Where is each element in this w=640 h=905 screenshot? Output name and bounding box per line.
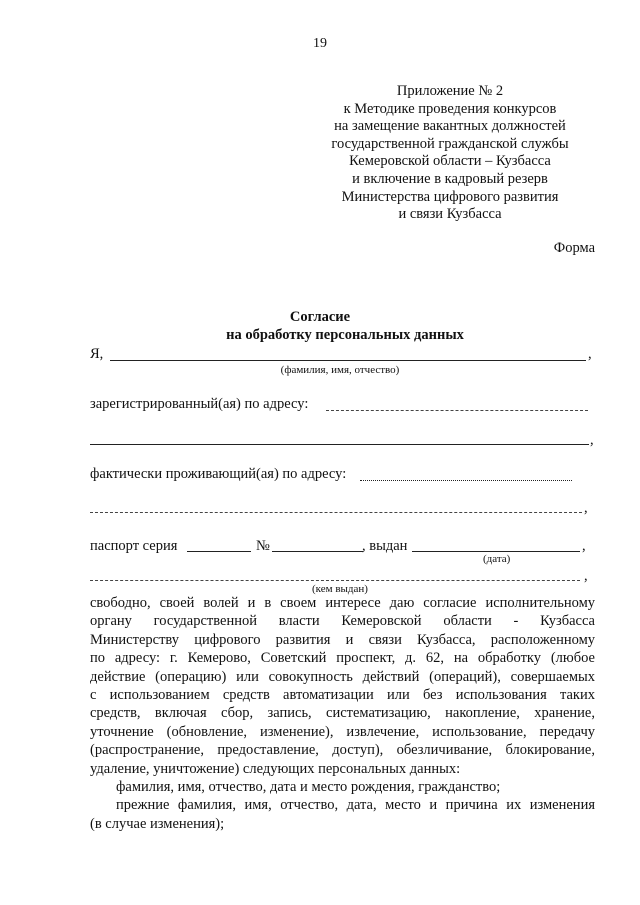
body-line: удаление, уничтожение) следующих персональных данных: <box>90 760 461 777</box>
appendix-line: Кемеровской области – Кузбасса <box>349 153 551 170</box>
body-line: средств, включая сбор, запись, систематизацию, накопление, хранение, <box>90 705 595 722</box>
form-label: Форма <box>553 240 595 256</box>
actual-address-label: фактически проживающий(ая) по адресу: <box>90 466 347 482</box>
issued-by-line[interactable] <box>90 580 580 581</box>
appendix-line: к Методике проведения конкурсов <box>343 100 557 117</box>
registered-address-comma: , <box>590 432 594 448</box>
data-item-2-line-2: (в случае изменения); <box>90 815 225 832</box>
registered-address-line[interactable] <box>326 410 588 411</box>
consent-body <box>90 594 595 833</box>
actual-address-line-2[interactable] <box>90 512 582 513</box>
passport-series-line[interactable] <box>187 551 251 552</box>
body-line: действие (операцию) или совокупность действий (операций), совершаемых <box>90 668 595 685</box>
body-line: Министерству цифрового развития и связи Кузбасса, расположенному <box>90 631 595 648</box>
body-line: по адресу: г. Кемерово, Советский проспект, д. 62, на обработку (любое <box>90 650 595 667</box>
date-caption: (дата) <box>483 553 511 565</box>
page-number: 19 <box>313 36 327 51</box>
appendix-line: и включение в кадровый резерв <box>352 170 548 187</box>
passport-number-line[interactable] <box>272 551 363 552</box>
issued-by-comma: , <box>584 568 588 584</box>
registered-address-line-2[interactable] <box>90 444 589 445</box>
body-line: (распространение, предоставление, доступ), обезличивание, блокирование, <box>90 742 595 759</box>
name-comma: , <box>588 346 592 362</box>
appendix-line: и связи Кузбасса <box>398 206 502 223</box>
data-item-1: фамилия, имя, отчество, дата и место рождения, гражданство; <box>116 779 501 796</box>
body-line: свободно, своей волей и в своем интересе даю согласие исполнительному <box>90 595 595 611</box>
issued-date-comma: , <box>582 538 586 554</box>
actual-address-comma: , <box>584 500 588 516</box>
ya-prefix: Я, <box>90 346 104 362</box>
document-subtitle: на обработку персональных данных <box>226 327 464 343</box>
body-line: уточнение (обновление, изменение), извлечение, использование, передачу <box>90 723 595 740</box>
issued-label: , выдан <box>362 538 408 554</box>
actual-address-line[interactable] <box>360 480 572 481</box>
issued-date-line[interactable] <box>412 551 580 552</box>
appendix-line: государственной гражданской службы <box>331 135 569 152</box>
appendix-line: Министерства цифрового развития <box>341 188 559 205</box>
passport-number-sign: № <box>256 538 270 554</box>
data-item-2-line-1: прежние фамилия, имя, отчество, дата, место и причина их изменения <box>116 797 595 814</box>
registered-address-label: зарегистрированный(ая) по адресу: <box>90 396 309 412</box>
name-caption: (фамилия, имя, отчество) <box>280 364 400 376</box>
appendix-line: на замещение вакантных должностей <box>334 118 566 135</box>
passport-series-label: паспорт серия <box>90 538 178 554</box>
body-line: органу государственной власти Кемеровской области - Кузбасса <box>90 613 595 630</box>
name-blank-line[interactable] <box>110 360 586 361</box>
appendix-header <box>300 83 600 224</box>
body-line: с использованием средств автоматизации или без использования таких <box>90 687 595 704</box>
appendix-line: Приложение № 2 <box>396 83 504 99</box>
document-title: Согласие <box>289 309 351 325</box>
issued-by-caption: (кем выдан) <box>312 583 368 595</box>
